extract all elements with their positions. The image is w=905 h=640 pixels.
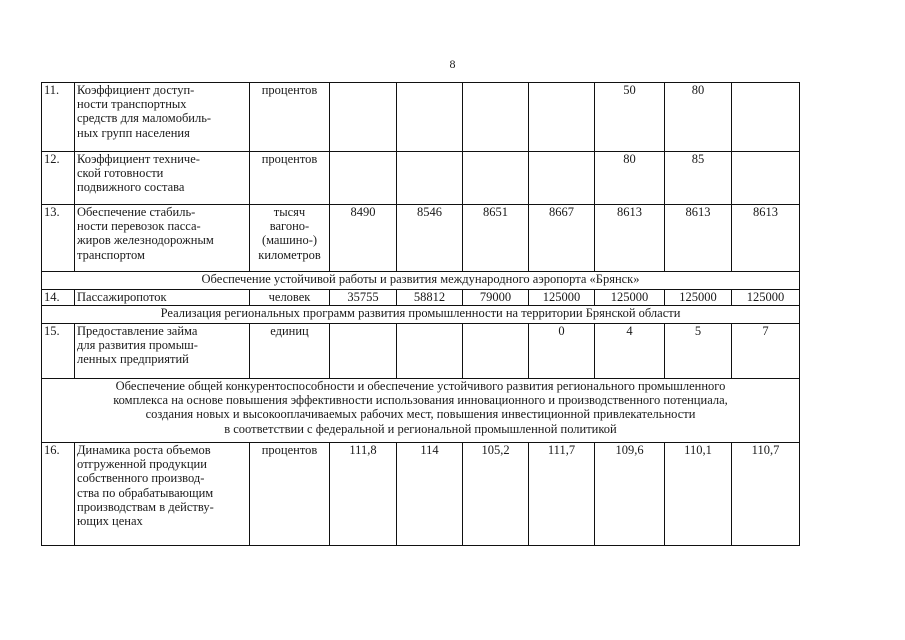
section-heading-line: комплекса на основе повышения эффективности использования инновационного и производственного потенциала,	[113, 393, 728, 408]
value-cell: 0	[529, 324, 595, 379]
unit-line: человек	[268, 290, 311, 304]
value-cell: 111,8	[330, 443, 397, 546]
value-cell: 8613	[732, 205, 800, 272]
row-number: 12.	[42, 152, 75, 205]
value-cell	[529, 83, 595, 152]
section-heading-line: в соответствии с федеральной и региональной промышленной политикой	[224, 421, 617, 436]
unit-line: единиц	[270, 324, 309, 338]
indicator-name-line: ленных предприятий	[77, 352, 189, 367]
value-cell	[463, 324, 529, 379]
value-cell: 111,7	[529, 443, 595, 546]
indicator-name-line: отгруженной продукции	[77, 457, 207, 472]
unit-of-measure	[250, 83, 330, 152]
unit-line: (машино-)	[261, 233, 318, 248]
indicator-name-line: Обеспечение стабиль-	[77, 205, 196, 219]
indicator-name	[75, 152, 250, 205]
unit-of-measure	[250, 290, 330, 306]
indicator-name	[75, 443, 250, 546]
value-cell: 8490	[330, 205, 397, 272]
value-cell	[732, 83, 800, 152]
section-heading-line: создания новых и высокооплачиваемых рабочих мест, повышения инвестиционной привлекательности	[145, 407, 696, 422]
indicator-name-line: производствам в действу-	[77, 499, 214, 514]
section-row	[42, 272, 800, 290]
value-cell	[463, 83, 529, 152]
indicator-name-line: для развития промыш-	[77, 338, 198, 353]
value-cell: 5	[665, 324, 732, 379]
value-cell	[732, 152, 800, 205]
row-number: 14.	[42, 290, 75, 306]
value-cell	[330, 152, 397, 205]
indicator-name	[75, 324, 250, 379]
value-cell	[330, 324, 397, 379]
value-cell: 105,2	[463, 443, 529, 546]
value-cell	[529, 152, 595, 205]
indicator-name	[75, 290, 250, 306]
table-row	[42, 324, 800, 379]
value-cell: 8546	[397, 205, 463, 272]
value-cell: 125000	[595, 290, 665, 306]
unit-line: процентов	[261, 443, 318, 457]
unit-line: процентов	[261, 152, 318, 166]
indicator-name-line: ности перевозок пасса-	[77, 219, 201, 234]
section-heading-regional: Реализация региональных программ развития промышленности на территории Брянской области	[42, 306, 800, 324]
value-cell: 58812	[397, 290, 463, 306]
row-number: 11.	[42, 83, 75, 152]
table-row	[42, 290, 800, 306]
value-cell: 8651	[463, 205, 529, 272]
row-number: 16.	[42, 443, 75, 546]
indicators-table	[41, 82, 800, 546]
value-cell: 125000	[732, 290, 800, 306]
value-cell: 125000	[529, 290, 595, 306]
indicator-name	[75, 205, 250, 272]
value-cell: 35755	[330, 290, 397, 306]
indicator-name-line: ской готовности	[77, 166, 164, 181]
value-cell: 50	[595, 83, 665, 152]
indicator-name-line: Динамика роста объемов	[77, 443, 211, 457]
value-cell: 8667	[529, 205, 595, 272]
unit-line: тысяч	[273, 205, 306, 219]
value-cell	[397, 324, 463, 379]
value-cell: 80	[595, 152, 665, 205]
value-cell: 125000	[665, 290, 732, 306]
value-cell: 110,7	[732, 443, 800, 546]
indicator-name-line: Предоставление займа	[77, 324, 198, 338]
indicator-name-line: транспортом	[77, 247, 145, 262]
unit-of-measure	[250, 152, 330, 205]
value-cell: 85	[665, 152, 732, 205]
indicator-name-line: Пассажиропоток	[77, 290, 167, 304]
row-number: 13.	[42, 205, 75, 272]
value-cell: 79000	[463, 290, 529, 306]
indicator-name-line: подвижного состава	[77, 180, 185, 195]
indicator-name-line: Коэффициент доступ-	[77, 83, 195, 97]
value-cell	[330, 83, 397, 152]
indicator-name	[75, 83, 250, 152]
value-cell: 110,1	[665, 443, 732, 546]
value-cell: 4	[595, 324, 665, 379]
section-heading-line: Обеспечение общей конкурентоспособности и обеспечение устойчивого развития регионального промышленного	[115, 379, 726, 393]
value-cell	[397, 83, 463, 152]
indicator-name-line: ных групп населения	[77, 125, 190, 140]
section-heading-airport: Обеспечение устойчивой работы и развития международного аэропорта «Брянск»	[42, 272, 800, 290]
unit-line: вагоно-	[269, 219, 310, 234]
indicator-name-line: жиров железнодорожным	[77, 233, 214, 248]
value-cell: 7	[732, 324, 800, 379]
unit-of-measure	[250, 324, 330, 379]
page-number: 8	[449, 57, 456, 71]
value-cell: 8613	[665, 205, 732, 272]
table-row	[42, 152, 800, 205]
value-cell: 109,6	[595, 443, 665, 546]
indicator-name-line: ства по обрабатывающим	[77, 485, 214, 500]
indicator-name-line: ности транспортных	[77, 97, 187, 112]
value-cell	[463, 152, 529, 205]
value-cell: 80	[665, 83, 732, 152]
table-row	[42, 83, 800, 152]
unit-of-measure	[250, 443, 330, 546]
indicator-name-line: Коэффициент техниче-	[77, 152, 200, 166]
unit-line: процентов	[261, 83, 318, 97]
value-cell: 8613	[595, 205, 665, 272]
section-row	[42, 379, 800, 443]
unit-line: километров	[258, 247, 321, 262]
value-cell: 114	[397, 443, 463, 546]
indicator-name-line: средств для маломобиль-	[77, 111, 212, 126]
unit-of-measure	[250, 205, 330, 272]
section-heading-industry	[42, 379, 800, 443]
section-row	[42, 306, 800, 324]
indicator-name-line: ющих ценах	[77, 514, 143, 529]
table-row	[42, 443, 800, 546]
value-cell	[397, 152, 463, 205]
table-row	[42, 205, 800, 272]
row-number: 15.	[42, 324, 75, 379]
indicator-name-line: собственного производ-	[77, 471, 205, 486]
